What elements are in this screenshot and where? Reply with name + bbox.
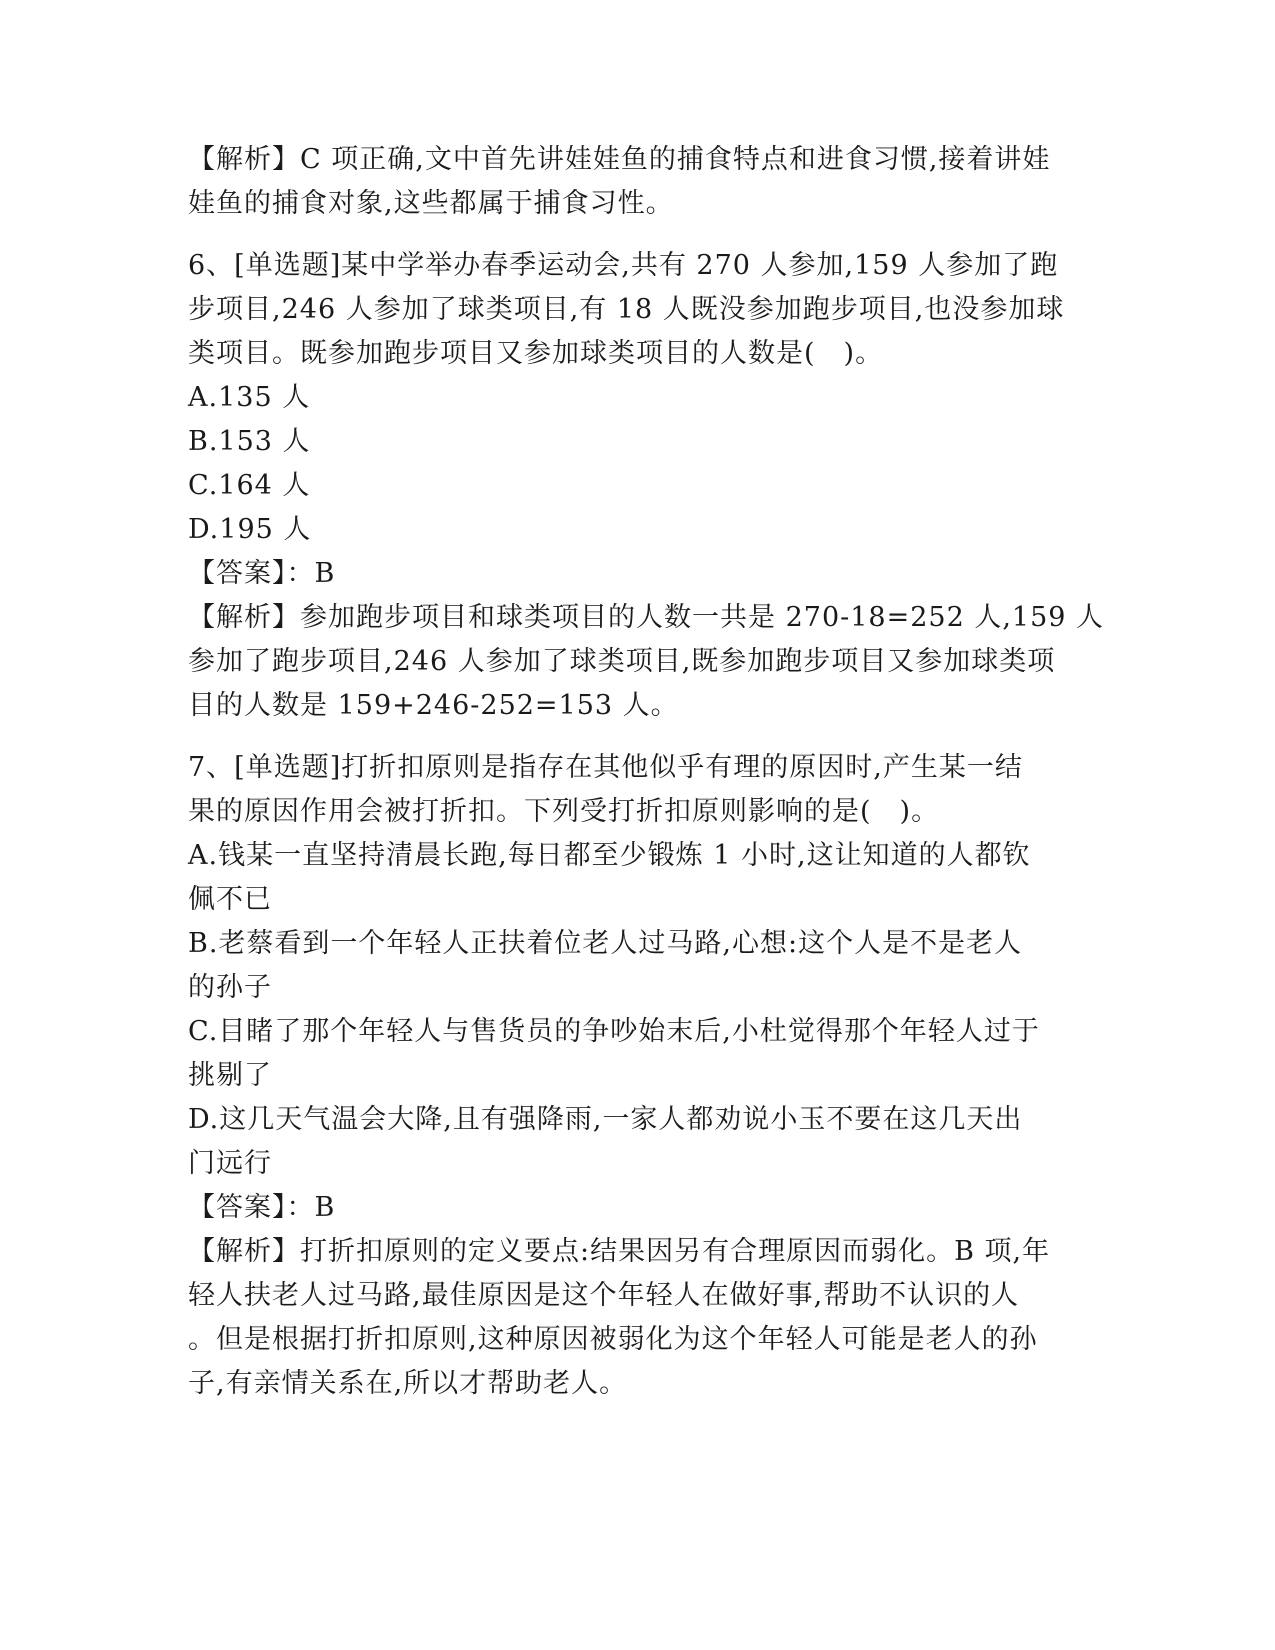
question-stem-line: 7、[单选题]打折扣原则是指存在其他似乎有理的原因时,产生某一结: [188, 752, 1023, 783]
option-a-continued: 佩不已: [188, 884, 272, 915]
option-b: B.老蔡看到一个年轻人正扶着位老人过马路,心想:这个人是不是老人: [188, 928, 1023, 959]
question-stem-line: 步项目,246 人参加了球类项目,有 18 人既没参加跑步项目,也没参加球: [188, 294, 1065, 325]
option-d-continued: 门远行: [188, 1148, 272, 1179]
analysis-line: 轻人扶老人过马路,最佳原因是这个年轻人在做好事,帮助不认识的人: [188, 1280, 1020, 1311]
question-stem-line: 6、[单选题]某中学举办春季运动会,共有 270 人参加,159 人参加了跑: [188, 250, 1059, 281]
option-d: D.195 人: [188, 514, 312, 545]
option-b-continued: 的孙子: [188, 972, 272, 1003]
analysis-line: 【解析】C 项正确,文中首先讲娃娃鱼的捕食特点和进食习惯,接着讲娃: [188, 144, 1051, 175]
q5-analysis: [188, 138, 1088, 226]
option-b: B.153 人: [188, 426, 311, 457]
answer-line: 【答案】：B: [188, 1192, 336, 1223]
option-d: D.这几天气温会大降,且有强降雨,一家人都劝说小玉不要在这几天出: [188, 1104, 1023, 1135]
analysis-line: 【解析】打折扣原则的定义要点:结果因另有合理原因而弱化。B 项,年: [188, 1236, 1051, 1267]
option-a: A.钱某一直坚持清晨长跑,每日都至少锻炼 1 小时,这让知道的人都钦: [188, 840, 1031, 871]
option-c-continued: 挑剔了: [188, 1060, 272, 1091]
option-c: C.目睹了那个年轻人与售货员的争吵始末后,小杜觉得那个年轻人过于: [188, 1016, 1040, 1047]
analysis-line: 目的人数是 159+246-252=153 人。: [188, 690, 679, 721]
question-6: [188, 244, 1105, 728]
question-7: [188, 746, 1088, 1406]
option-a: A.135 人: [188, 382, 311, 413]
analysis-line: 【解析】参加跑步项目和球类项目的人数一共是 270-18=252 人,159 人: [188, 602, 1105, 633]
question-stem-line: 果的原因作用会被打折扣。下列受打折扣原则影响的是( )。: [188, 796, 940, 827]
analysis-line: 。但是根据打折扣原则,这种原因被弱化为这个年轻人可能是老人的孙: [188, 1324, 1038, 1355]
document-page: [188, 138, 1105, 1406]
analysis-line: 参加了跑步项目,246 人参加了球类项目,既参加跑步项目又参加球类项: [188, 646, 1056, 677]
option-c: C.164 人: [188, 470, 311, 501]
answer-line: 【答案】：B: [188, 558, 336, 589]
analysis-line: 娃鱼的捕食对象,这些都属于捕食习性。: [188, 188, 674, 219]
analysis-line: 子,有亲情关系在,所以才帮助老人。: [188, 1368, 628, 1399]
question-stem-line: 类项目。既参加跑步项目又参加球类项目的人数是( )。: [188, 338, 884, 369]
